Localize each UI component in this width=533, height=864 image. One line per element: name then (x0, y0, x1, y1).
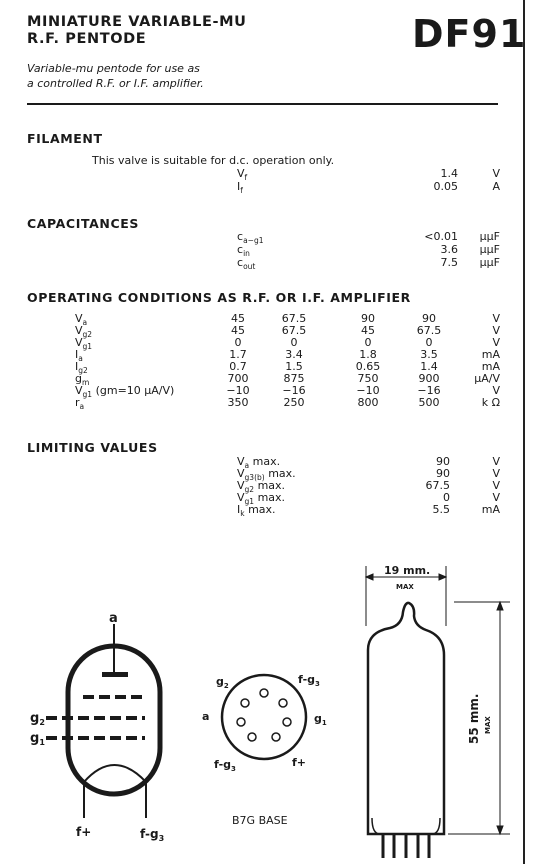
symbol: r (75, 396, 80, 409)
section-heading-operating: OPERATING CONDITIONS AS R.F. OR I.F. AMPLIFIER (27, 290, 411, 305)
symbol: V (237, 491, 245, 504)
symbol-sub: g1 (82, 342, 93, 352)
label-text: f-g (140, 827, 159, 841)
filament-note: This valve is suitable for d.c. operation only. (92, 154, 335, 167)
symbol: V (237, 455, 245, 468)
pin-hole (283, 718, 291, 726)
symbol-sub: g1 (244, 497, 255, 507)
lim-unit: V (492, 491, 500, 504)
base-label-fg3-bottom (214, 758, 236, 773)
op-col-1: 45 (231, 324, 245, 337)
cap-unit-2: μμF (479, 256, 500, 269)
lim-value: 90 (436, 455, 450, 468)
pin-hole (279, 699, 287, 707)
symbol-sub: out (243, 262, 256, 272)
max-label: max. (248, 503, 276, 516)
lim-unit: V (492, 467, 500, 480)
op-col-2: 250 (283, 396, 305, 409)
op-col-2: 3.4 (285, 348, 303, 361)
lim-unit: V (492, 479, 500, 492)
symbol-sub: a (79, 402, 85, 412)
symbol: V (75, 336, 83, 349)
height-max-label: MAX (484, 716, 492, 734)
symbol-sub: g2 (82, 330, 93, 340)
arrow-down-icon (497, 826, 503, 834)
title-line-1: MINIATURE VARIABLE-MU (27, 14, 247, 30)
symbol-sub: a (82, 318, 88, 328)
cap-value-1: 3.6 (440, 243, 458, 256)
op-col-4: 3.5 (420, 348, 438, 361)
section-heading-capacitances: CAPACITANCES (27, 216, 139, 231)
base-label-fg3-top (298, 673, 320, 688)
op-col-3: 0.65 (355, 360, 381, 373)
label-sub: 2 (223, 682, 229, 690)
max-label: max. (257, 479, 286, 492)
op-unit: V (492, 336, 500, 349)
label-sub: 1 (321, 719, 327, 727)
op-col-4: 0 (425, 336, 433, 349)
lim-unit: V (492, 455, 500, 468)
valve-code: DF91 (412, 12, 527, 56)
symbol-sub: a−g1 (243, 236, 264, 246)
lim-unit: mA (481, 503, 500, 516)
cap-value-2: 7.5 (440, 256, 458, 269)
pin-hole (241, 699, 249, 707)
height-label: 55 mm. (467, 693, 481, 744)
label-text: g (30, 731, 40, 746)
filament-arc (84, 765, 146, 782)
op-col-4: 67.5 (416, 324, 442, 337)
base-label-fplus: f+ (292, 756, 307, 769)
filament-unit-vf: V (492, 167, 500, 180)
symbol-sub: g1 (82, 390, 93, 400)
max-label: max. (252, 455, 281, 468)
arrow-left-icon (366, 574, 373, 580)
filament-value-if: 0.05 (433, 180, 458, 193)
pin-hole (272, 733, 280, 741)
lim-value: 90 (436, 467, 450, 480)
symbol: V (75, 324, 83, 337)
op-col-3: 45 (361, 324, 375, 337)
op-unit: V (492, 324, 500, 337)
op-unit: k Ω (481, 396, 500, 409)
op-col-4: 90 (422, 312, 436, 325)
op-col-4: −16 (417, 384, 441, 397)
op-unit: mA (481, 348, 500, 361)
pin-hole (260, 689, 268, 697)
op-col-2: 67.5 (281, 312, 307, 325)
base-label-g2 (216, 675, 229, 690)
op-col-2: 875 (283, 372, 305, 385)
symbol: g (75, 372, 82, 385)
label-sub: 3 (158, 834, 165, 843)
label-fg3 (140, 827, 164, 843)
symbol: V (237, 467, 245, 480)
op-col-2: 0 (290, 336, 298, 349)
pin-hole (248, 733, 256, 741)
condition-note: (gm=10 μA/V) (95, 384, 175, 397)
max-label: max. (268, 467, 296, 480)
filament-unit-if: A (492, 180, 500, 193)
base-circle (222, 675, 306, 759)
op-unit: V (492, 312, 500, 325)
section-heading-filament: FILAMENT (27, 131, 103, 146)
arrow-right-icon (439, 574, 446, 580)
symbol-sub: a (244, 461, 250, 471)
width-max-label: MAX (396, 583, 414, 591)
symbol: I (237, 180, 241, 193)
symbol-sub: g2 (244, 485, 255, 495)
symbol: I (75, 360, 79, 373)
label-sub: 3 (231, 765, 236, 773)
label-g1 (30, 731, 45, 747)
op-col-1: 0 (234, 336, 242, 349)
label-sub: 3 (315, 680, 320, 688)
valve-outline-drawing (366, 566, 510, 858)
op-col-1: 45 (231, 312, 245, 325)
symbol-sub: g2 (78, 366, 88, 376)
op-col-2: −16 (282, 384, 306, 397)
symbol: V (237, 167, 245, 180)
symbol: c (237, 243, 244, 256)
symbol: V (75, 312, 83, 325)
op-col-1: 350 (227, 396, 249, 409)
cap-unit-0: μμF (479, 230, 500, 243)
arrow-up-icon (497, 602, 503, 610)
symbol: V (237, 479, 245, 492)
lim-value: 5.5 (432, 503, 450, 516)
symbol-sub: a (78, 354, 83, 364)
width-label: 19 mm. (384, 564, 431, 577)
symbol-sub: k (240, 509, 245, 519)
op-col-4: 900 (418, 372, 440, 385)
op-col-3: 750 (357, 372, 379, 385)
op-col-2: 67.5 (281, 324, 307, 337)
symbol: c (237, 256, 244, 269)
subtitle-line-1: Variable-mu pentode for use as (27, 62, 200, 75)
label-text: g (314, 712, 322, 725)
filament-value-vf: 1.4 (440, 167, 458, 180)
symbol-sub: g3(b) (244, 473, 265, 483)
op-col-1: −10 (226, 384, 250, 397)
base-label-g1 (314, 712, 327, 727)
label-anode: a (109, 611, 118, 626)
op-col-3: −10 (356, 384, 380, 397)
label-text: f-g (214, 758, 232, 771)
op-col-4: 500 (418, 396, 440, 409)
op-col-1: 0.7 (229, 360, 247, 373)
lim-value: 67.5 (425, 479, 450, 492)
b7g-base-diagram (222, 675, 306, 759)
op-col-1: 700 (227, 372, 249, 385)
label-text: g (216, 675, 224, 688)
op-col-3: 0 (364, 336, 372, 349)
op-col-3: 800 (357, 396, 379, 409)
op-unit: μA/V (474, 372, 500, 385)
symbol: I (75, 348, 79, 361)
max-label: max. (257, 491, 286, 504)
cap-unit-1: μμF (479, 243, 500, 256)
op-unit: mA (481, 360, 500, 373)
label-g2 (30, 711, 45, 727)
label-sub: 1 (39, 738, 45, 747)
symbol: c (237, 230, 244, 243)
symbol-sub: f (240, 186, 243, 196)
op-unit: V (492, 384, 500, 397)
op-col-4: 1.4 (420, 360, 438, 373)
op-col-3: 90 (361, 312, 375, 325)
label-sub: 2 (39, 718, 45, 727)
symbol-sub: m (81, 378, 90, 388)
label-text: f-g (298, 673, 316, 686)
op-col-3: 1.8 (359, 348, 377, 361)
symbol: I (237, 503, 241, 516)
title-line-2: R.F. PENTODE (27, 31, 147, 47)
section-heading-limiting: LIMITING VALUES (27, 440, 158, 455)
lim-value: 0 (443, 491, 450, 504)
pin-hole (237, 718, 245, 726)
valve-circuit-symbol (46, 624, 160, 818)
symbol-sub: in (243, 249, 250, 259)
op-col-1: 1.7 (229, 348, 247, 361)
anode-plate (102, 672, 128, 677)
subtitle-line-2: a controlled R.F. or I.F. amplifier. (27, 76, 204, 90)
label-text: g (30, 711, 40, 726)
symbol: V (75, 384, 83, 397)
base-label-a: a (202, 710, 210, 723)
op-col-2: 1.5 (285, 360, 303, 373)
symbol-sub: f (244, 173, 248, 183)
glass-bulb (368, 603, 444, 834)
base-caption: B7G BASE (232, 814, 288, 827)
label-fplus: f+ (76, 825, 92, 839)
cap-value-0: <0.01 (424, 230, 458, 243)
